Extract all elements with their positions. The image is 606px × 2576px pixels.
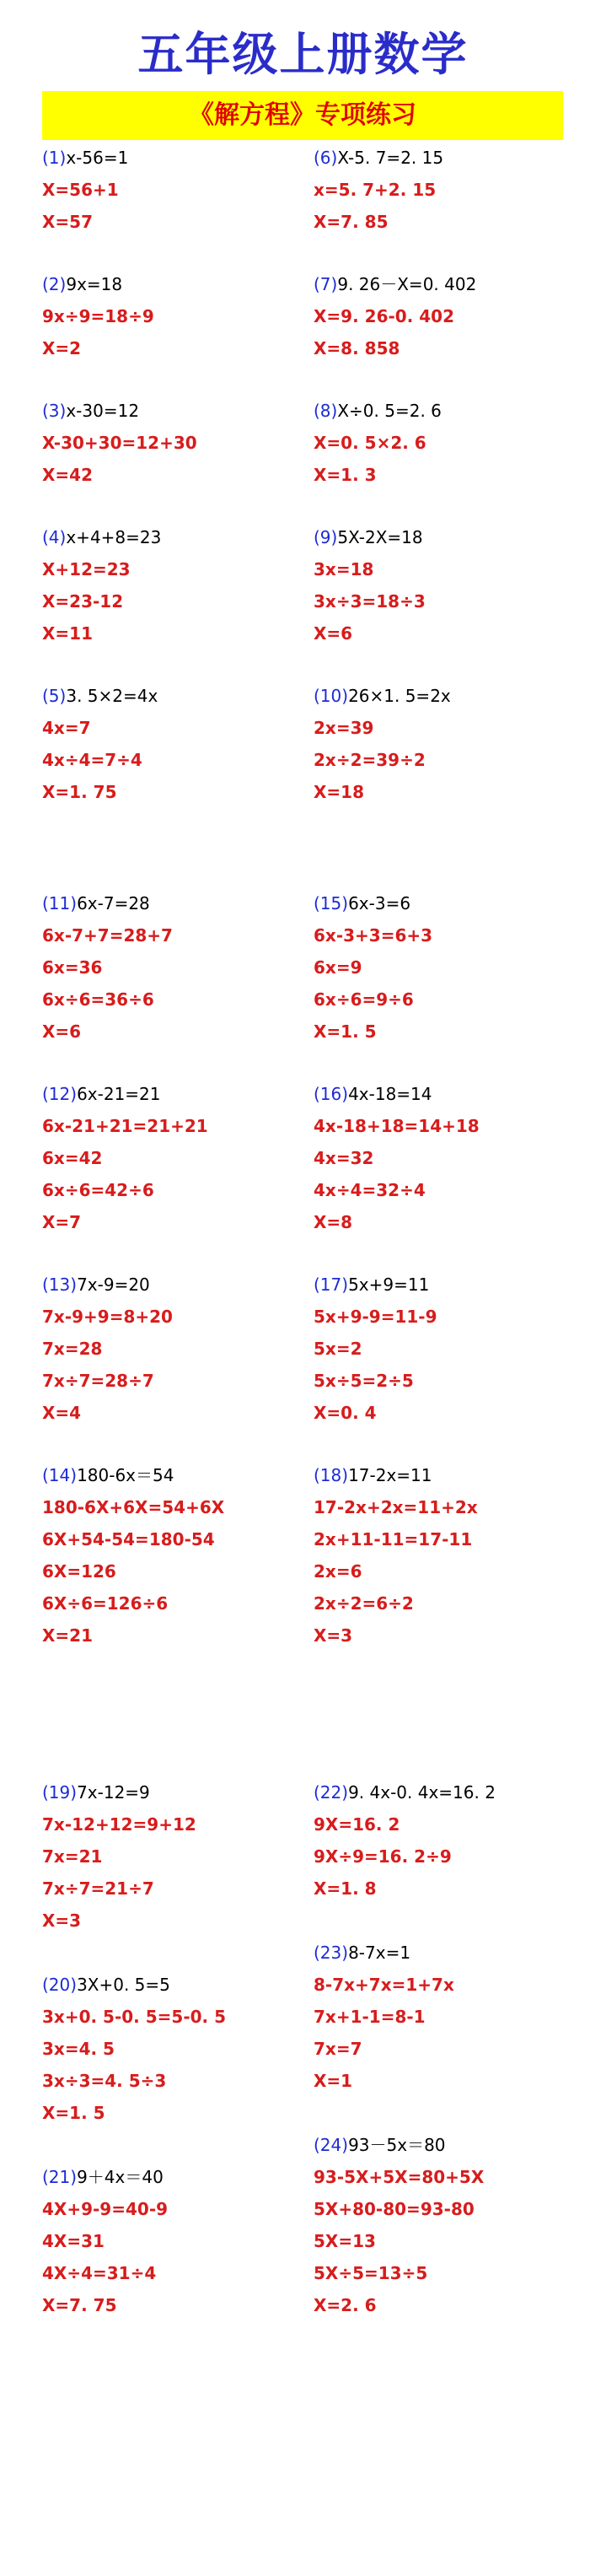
solution-step: X=1. 5 (42, 2103, 105, 2123)
solution-step: 4x=7 (42, 718, 91, 738)
solution-step: X=7 (42, 1212, 82, 1232)
problem-2 (42, 268, 154, 364)
solution-step: 7x=7 (314, 2039, 362, 2059)
equation (314, 1776, 496, 1808)
equation (42, 2161, 168, 2193)
solution-step: 4x=32 (314, 1148, 374, 1168)
solution-step: X=7. 75 (42, 2295, 117, 2315)
equation-text: 9x=18 (66, 274, 123, 294)
equation (314, 1937, 454, 1969)
problem-14 (42, 1459, 224, 1652)
solution-step: 4x÷4=32÷4 (314, 1180, 426, 1200)
equation (314, 1459, 478, 1491)
solution-step: 3x+0. 5-0. 5=5-0. 5 (42, 2007, 227, 2027)
equation-text: 9. 26－X=0. 402 (337, 274, 477, 294)
solution-step: X=1. 75 (42, 782, 117, 802)
problem-23 (314, 1937, 454, 2097)
solution-step: 6x-21+21=21+21 (42, 1116, 208, 1136)
solution-step: 6X=126 (42, 1561, 116, 1582)
problem-20 (42, 1969, 226, 2129)
problem-19 (42, 1776, 196, 1937)
problem-number: (6) (314, 148, 338, 168)
solution-step: 4x÷4=7÷4 (42, 750, 142, 770)
equation-text: 6x-3=6 (348, 893, 411, 913)
problem-number: (21) (42, 2167, 78, 2187)
solution-step: 6x-3+3=6+3 (314, 925, 433, 946)
solution-step: 5X+80-80=93-80 (314, 2199, 475, 2219)
solution-step: 4X+9-9=40-9 (42, 2199, 169, 2219)
problem-16 (314, 1078, 480, 1238)
equation (314, 268, 476, 300)
solution-step: 3x÷3=18÷3 (314, 591, 426, 612)
equation (42, 1969, 226, 2001)
solution-step: X=0. 4 (314, 1403, 377, 1423)
problem-11 (42, 887, 173, 1048)
solution-step: 5X÷5=13÷5 (314, 2263, 428, 2283)
equation-text: 3. 5×2=4x (66, 686, 158, 706)
problem-18 (314, 1459, 478, 1652)
solution-step: X=1. 8 (314, 1878, 377, 1899)
problem-3 (42, 395, 197, 491)
equation-text: x-30=12 (66, 401, 140, 421)
solution-step: 9X=16. 2 (314, 1814, 400, 1835)
problem-9 (314, 521, 426, 649)
solution-step: X=1. 5 (314, 1021, 377, 1042)
solution-step: 6X÷6=126÷6 (42, 1593, 169, 1614)
equation (314, 521, 426, 553)
solution-step: 5x+9-9=11-9 (314, 1307, 437, 1327)
equation-text: 6x-7=28 (77, 893, 150, 913)
solution-step: X=42 (42, 465, 94, 485)
solution-step: 4x-18+18=14+18 (314, 1116, 480, 1136)
solution-step: 9X÷9=16. 2÷9 (314, 1846, 452, 1867)
solution-step: 6x=42 (42, 1148, 103, 1168)
problem-number: (22) (314, 1782, 349, 1803)
problem-24 (314, 2129, 484, 2321)
problem-number: (15) (314, 893, 349, 913)
solution-step: 6X+54-54=180-54 (42, 1529, 215, 1549)
solution-step: 6x=9 (314, 957, 362, 978)
problem-10 (314, 680, 451, 808)
solution-step: X=1 (314, 2071, 353, 2091)
equation-text: 17-2x=11 (348, 1465, 432, 1485)
solution-step: X=23-12 (42, 591, 124, 612)
solution-step: X=18 (314, 782, 365, 802)
solution-step: 180-6X+6X=54+6X (42, 1497, 225, 1517)
equation-text: 7x-12=9 (77, 1782, 150, 1803)
problem-number: (8) (314, 401, 338, 421)
equation-text: 6x-21=21 (77, 1084, 161, 1104)
solution-step: 2x+11-11=17-11 (314, 1529, 473, 1549)
equation (42, 1078, 208, 1110)
problem-number: (1) (42, 148, 67, 168)
solution-step: 5x÷5=2÷5 (314, 1371, 414, 1391)
solution-step: X=57 (42, 212, 94, 232)
equation (42, 521, 161, 553)
solution-step: 7x+1-1=8-1 (314, 2007, 426, 2027)
solution-step: X=9. 26-0. 402 (314, 306, 455, 326)
problem-number: (4) (42, 527, 67, 547)
equation-text: X÷0. 5=2. 6 (337, 401, 442, 421)
problem-6 (314, 142, 443, 238)
solution-step: 9x÷9=18÷9 (42, 306, 154, 326)
solution-step: 7x÷7=28÷7 (42, 1371, 154, 1391)
equation-text: 93－5x＝80 (348, 2135, 446, 2155)
solution-step: X+12=23 (42, 559, 131, 579)
solution-step: 5X=13 (314, 2231, 376, 2251)
solution-step: X=2 (42, 338, 82, 358)
equation (314, 2129, 484, 2161)
equation (314, 1269, 437, 1301)
solution-step: X=7. 85 (314, 212, 389, 232)
equation (314, 1078, 480, 1110)
solution-step: 2x÷2=6÷2 (314, 1593, 414, 1614)
problem-number: (18) (314, 1465, 349, 1485)
equation-text: 3X+0. 5=5 (77, 1975, 170, 1995)
solution-step: 6x-7+7=28+7 (42, 925, 173, 946)
equation-text: 180-6x＝54 (77, 1465, 174, 1485)
equation-text: x+4+8=23 (66, 527, 162, 547)
problem-13 (42, 1269, 173, 1429)
equation (42, 887, 173, 919)
solution-step: 17-2x+2x=11+2x (314, 1497, 478, 1517)
solution-step: X=8. 858 (314, 338, 400, 358)
solution-step: X=3 (314, 1625, 353, 1646)
solution-step: 7x-9+9=8+20 (42, 1307, 173, 1327)
problem-number: (7) (314, 274, 338, 294)
equation (42, 395, 197, 427)
solution-step: 7x÷7=21÷7 (42, 1878, 154, 1899)
solution-step: X=56+1 (42, 180, 119, 200)
solution-step: 7x=21 (42, 1846, 103, 1867)
problem-22 (314, 1776, 496, 1905)
solution-step: 4X÷4=31÷4 (42, 2263, 157, 2283)
problem-1 (42, 142, 128, 238)
equation (314, 680, 451, 712)
problem-7 (314, 268, 476, 364)
equation-text: 26×1. 5=2x (348, 686, 451, 706)
equation-text: 4x-18=14 (348, 1084, 432, 1104)
equation (314, 142, 443, 174)
equation (42, 142, 128, 174)
solution-step: X=2. 6 (314, 2295, 377, 2315)
problem-number: (19) (42, 1782, 78, 1803)
equation (42, 1269, 173, 1301)
solution-step: 3x=18 (314, 559, 374, 579)
problem-number: (13) (42, 1275, 78, 1295)
problem-number: (12) (42, 1084, 78, 1104)
solution-step: 7x-12+12=9+12 (42, 1814, 196, 1835)
problem-17 (314, 1269, 437, 1429)
problem-number: (20) (42, 1975, 78, 1995)
solution-step: 7x=28 (42, 1339, 103, 1359)
problem-number: (3) (42, 401, 67, 421)
problem-21 (42, 2161, 168, 2321)
problem-number: (17) (314, 1275, 349, 1295)
equation-text: 5x+9=11 (348, 1275, 430, 1295)
equation (42, 1776, 196, 1808)
equation (314, 395, 442, 427)
solution-step: 2x÷2=39÷2 (314, 750, 426, 770)
solution-step: 2x=39 (314, 718, 374, 738)
equation (42, 680, 158, 712)
solution-step: X-30+30=12+30 (42, 433, 197, 453)
solution-step: 6x÷6=9÷6 (314, 989, 414, 1010)
solution-step: X=0. 5×2. 6 (314, 433, 426, 453)
subtitle-banner: 《解方程》专项练习 (42, 91, 563, 140)
problem-15 (314, 887, 432, 1048)
solution-step: X=6 (314, 623, 353, 644)
equation-text: 8-7x=1 (348, 1943, 411, 1963)
solution-step: x=5. 7+2. 15 (314, 180, 437, 200)
solution-step: X=21 (42, 1625, 94, 1646)
equation-text: 7x-9=20 (77, 1275, 150, 1295)
equation-text: x-56=1 (66, 148, 129, 168)
equation-text: 9＋4x＝40 (77, 2167, 164, 2187)
page-title: 五年级上册数学 (137, 28, 469, 81)
solution-step: 3x=4. 5 (42, 2039, 115, 2059)
problem-number: (14) (42, 1465, 78, 1485)
equation (42, 1459, 224, 1491)
problem-4 (42, 521, 161, 649)
problem-number: (16) (314, 1084, 349, 1104)
solution-step: 2x=6 (314, 1561, 362, 1582)
problem-5 (42, 680, 158, 808)
solution-step: X=8 (314, 1212, 353, 1232)
equation-text: X-5. 7=2. 15 (337, 148, 444, 168)
solution-step: X=1. 3 (314, 465, 377, 485)
equation-text: 9. 4x-0. 4x=16. 2 (348, 1782, 496, 1803)
equation (42, 268, 154, 300)
problem-number: (23) (314, 1943, 349, 1963)
problem-8 (314, 395, 442, 491)
problem-number: (24) (314, 2135, 349, 2155)
problem-number: (2) (42, 274, 67, 294)
solution-step: X=6 (42, 1021, 82, 1042)
equation (314, 887, 432, 919)
solution-step: 8-7x+7x=1+7x (314, 1975, 454, 1995)
problem-number: (5) (42, 686, 67, 706)
solution-step: 6x÷6=42÷6 (42, 1180, 154, 1200)
solution-step: X=11 (42, 623, 94, 644)
problem-number: (11) (42, 893, 78, 913)
solution-step: 6x=36 (42, 957, 103, 978)
problem-number: (9) (314, 527, 338, 547)
problem-number: (10) (314, 686, 349, 706)
solution-step: X=4 (42, 1403, 82, 1423)
solution-step: 3x÷3=4. 5÷3 (42, 2071, 167, 2091)
solution-step: 6x÷6=36÷6 (42, 989, 154, 1010)
solution-step: X=3 (42, 1910, 82, 1931)
solution-step: 93-5X+5X=80+5X (314, 2167, 485, 2187)
solution-step: 4X=31 (42, 2231, 105, 2251)
solution-step: 5x=2 (314, 1339, 362, 1359)
equation-text: 5X-2X=18 (337, 527, 423, 547)
problem-12 (42, 1078, 208, 1238)
